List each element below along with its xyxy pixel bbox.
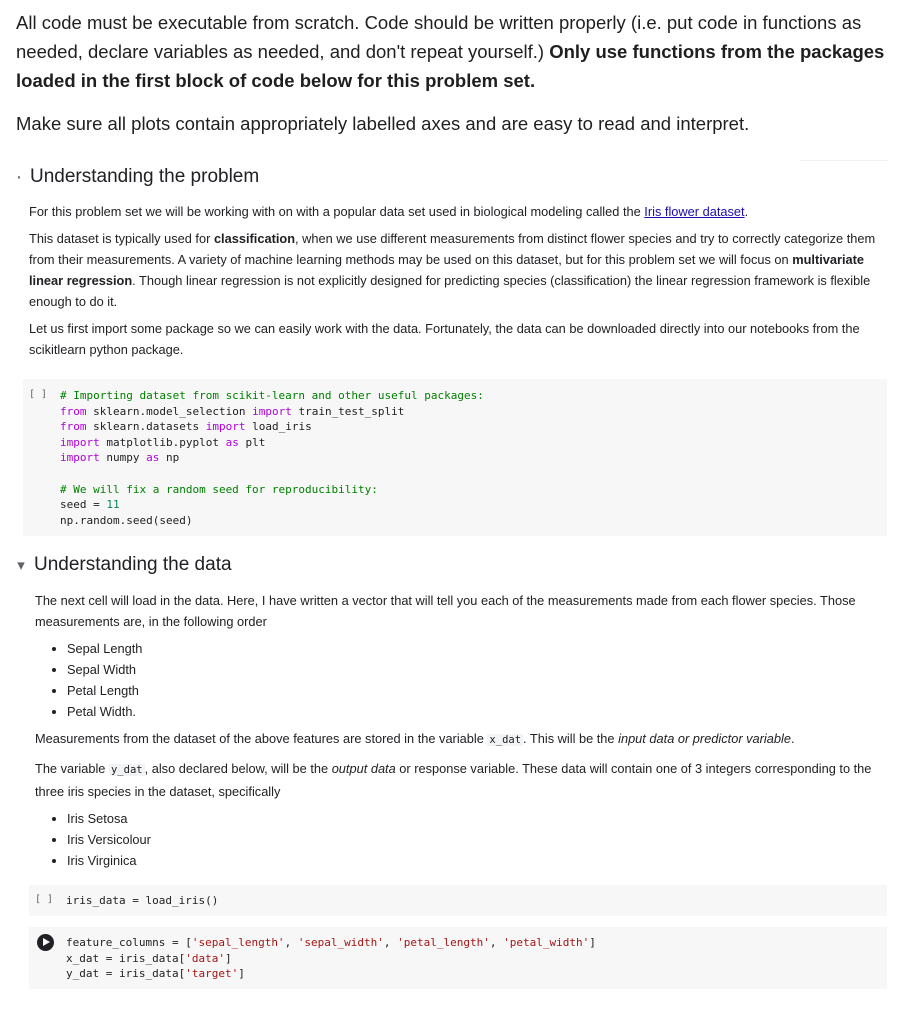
code-editor[interactable] — [66, 935, 596, 982]
code-text: np.random.seed(seed) — [60, 513, 193, 527]
code-cell-features[interactable] — [29, 927, 887, 989]
list-item: • Iris Setosa — [67, 808, 880, 829]
collapse-toggle-icon[interactable]: · — [15, 165, 23, 188]
text: , when we use different measurements from distinct flower species and try to correctly categorize them from their measurements. A variety of machine learning methods may be used on this dataset, but for this problem set we will focus on — [29, 231, 876, 267]
code-text: sklearn.datasets — [86, 420, 206, 434]
keyword: import — [205, 420, 246, 434]
bold-text: classification — [213, 231, 296, 246]
keyword: import — [60, 451, 100, 465]
text: . Though linear regression is not explicitly designed for predicting species (classification) the linear regression framework is flexible enough to do it. — [29, 273, 871, 309]
code-text: x_dat = iris_data[ — [66, 951, 186, 965]
code-string: 'sepal_length' — [191, 936, 285, 949]
list-item: • Iris Virginica — [67, 850, 880, 871]
list-item: • Petal Width. — [67, 701, 880, 722]
intro-instructions — [16, 8, 892, 138]
code-text: numpy — [99, 451, 147, 465]
text: . This will be the — [523, 731, 619, 746]
code-text: seed = — [60, 498, 107, 512]
list-item: • Sepal Length — [67, 638, 880, 659]
list-item: • Iris Versicolour — [67, 829, 880, 850]
keyword: import — [252, 404, 292, 418]
italic-text: output data — [331, 761, 396, 776]
code-text: np — [159, 451, 180, 465]
problem-paragraph-2 — [29, 228, 879, 312]
list-item: • Petal Length — [67, 680, 880, 701]
text: . — [744, 204, 749, 219]
code-text: , — [284, 936, 298, 949]
inline-code: y_dat — [110, 764, 143, 776]
text: This dataset is typically used for — [29, 231, 214, 246]
intro-bold-text: Only use functions from the packages loaded in the first block of code below for this problem set. — [16, 41, 885, 91]
run-cell-button[interactable]: [ ] — [29, 389, 48, 400]
bold-text: multivariate linear regression — [29, 252, 865, 288]
text: . — [790, 731, 795, 746]
code-cell-load-iris[interactable] — [29, 885, 887, 916]
code-text: , — [383, 936, 398, 949]
problem-paragraph-3: Let us first import some package so we can easily work with the data. Fortunately, the data can be downloaded directly into our notebooks from the scikitlearn python package. — [29, 321, 860, 357]
code-string: 'target' — [185, 967, 239, 981]
section-title: Understanding the data — [34, 554, 232, 575]
code-text: ] — [589, 936, 596, 949]
code-comment: # Importing dataset from scikit-learn and other useful packages: — [60, 389, 484, 402]
code-text: iris_data = load_iris() — [66, 894, 219, 907]
data-paragraph-3 — [35, 758, 880, 802]
code-text: ] — [224, 951, 232, 965]
iris-dataset-link[interactable]: Iris flower dataset — [644, 204, 745, 219]
text: Measurements from the dataset of the above features are stored in the variable — [35, 731, 488, 746]
code-editor[interactable] — [60, 388, 484, 528]
italic-text: input data or predictor variable — [618, 731, 791, 746]
inline-code: x_dat — [489, 734, 522, 746]
intro-text: All code must be executable from scratch. Code should be written properly (i.e. put code in functions as needed, declare variables as needed, and don't repeat yourself.) — [16, 12, 862, 62]
code-cell-imports[interactable] — [23, 379, 887, 536]
data-paragraph-1: The next cell will load in the data. Here, I have written a vector that will tell you each of the measurements made from each flower species. Those measurements are, in the following order — [35, 593, 856, 629]
run-cell-button[interactable]: [ ] — [35, 894, 54, 905]
code-text: sklearn.model_selection — [86, 404, 253, 418]
code-string: 'data' — [185, 951, 225, 965]
data-description — [35, 590, 880, 871]
code-text: ] — [238, 967, 245, 981]
code-editor[interactable] — [66, 893, 218, 909]
code-text: , — [489, 936, 504, 949]
problem-paragraph-1 — [29, 201, 879, 222]
list-item: • Sepal Width — [67, 659, 880, 680]
code-text: matplotlib.pyplot — [99, 435, 226, 449]
code-string: 'petal_width' — [503, 936, 590, 949]
intro-paragraph-2: Make sure all plots contain appropriately labelled axes and are easy to read and interpret. — [16, 113, 750, 134]
code-text: y_dat = iris_data[ — [66, 967, 186, 981]
keyword: as — [225, 435, 239, 449]
keyword: import — [60, 435, 100, 449]
code-text: plt — [238, 435, 266, 449]
run-cell-play-icon[interactable] — [37, 934, 54, 951]
text: , also declared below, will be the — [144, 761, 332, 776]
code-number: 11 — [106, 498, 120, 512]
section-header-understanding-data[interactable] — [14, 551, 232, 579]
divider — [800, 160, 888, 161]
code-string: 'petal_length' — [397, 936, 490, 949]
feature-list — [35, 638, 880, 722]
code-text: load_iris — [245, 420, 312, 434]
text: The variable — [35, 761, 109, 776]
code-string: 'sepal_width' — [297, 936, 384, 949]
keyword: as — [146, 451, 160, 465]
keyword: from — [60, 420, 87, 434]
section-header-understanding-problem[interactable] — [12, 163, 259, 191]
collapse-toggle-icon[interactable]: ▾ — [17, 557, 25, 574]
text: or response variable. These data will contain one of 3 integers corresponding to the three iris species in the dataset, specifically — [35, 761, 872, 799]
text: For this problem set we will be working with on with a popular data set used in biological modeling called the — [29, 204, 645, 219]
species-list — [35, 808, 880, 871]
problem-description — [29, 201, 879, 360]
data-paragraph-2 — [35, 728, 880, 751]
code-text: feature_columns = [ — [66, 936, 192, 949]
section-title: Understanding the problem — [30, 166, 260, 187]
intro-paragraph-1 — [16, 8, 892, 95]
code-text: train_test_split — [291, 404, 405, 418]
code-comment: # We will fix a random seed for reproducibility: — [60, 482, 378, 496]
keyword: from — [60, 404, 87, 418]
